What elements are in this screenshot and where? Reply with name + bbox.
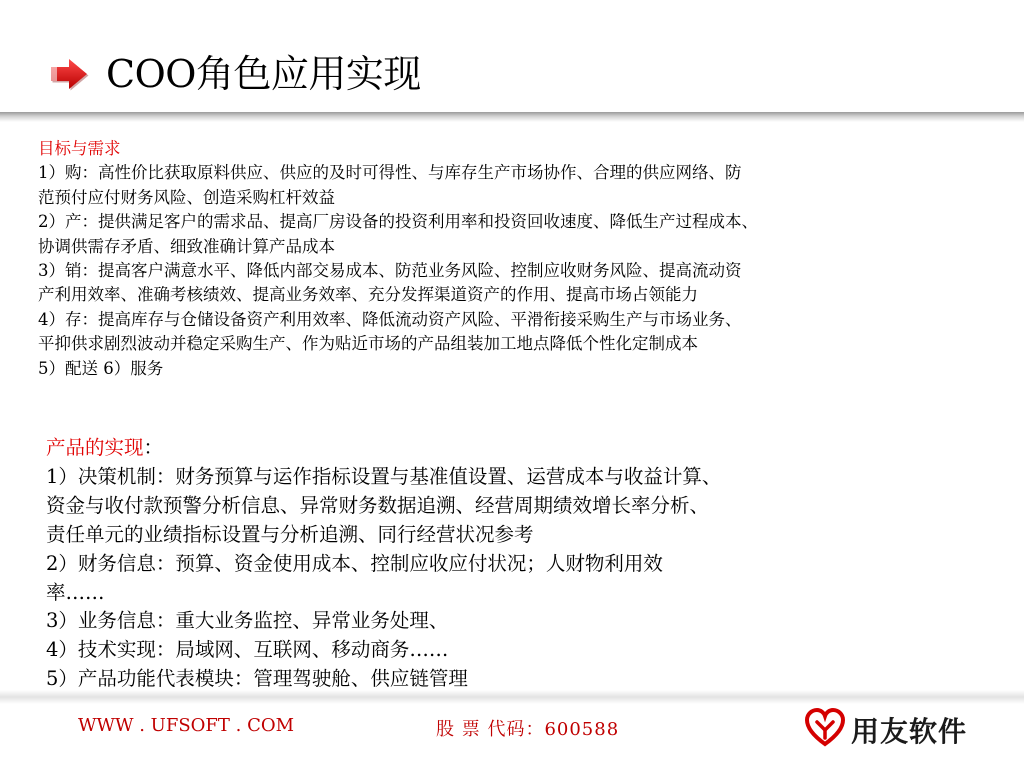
product-section (46, 434, 1016, 694)
ufida-heart-logo-icon (805, 708, 845, 748)
product-line: 责任单元的业绩指标设置与分析追溯、同行经营状况参考 (46, 522, 534, 546)
goals-line: 4）存：提高库存与仓储设备资产利用效率、降低流动资产风险、平滑衔接采购生产与市场业务、 (38, 309, 742, 329)
page-title: COO角色应用实现 (106, 52, 421, 96)
goals-line: 2）产：提供满足客户的需求品、提高厂房设备的投资利用率和投资回收速度、降低生产过程成本、 (38, 212, 758, 232)
goals-line: 平抑供求剧烈波动并稳定采购生产、作为贴近市场的产品组装加工地点降低个性化定制成本 (38, 334, 698, 354)
product-heading-colon: ： (143, 436, 164, 459)
goals-line: 1）购：高性价比获取原料供应、供应的及时可得性、与库存生产市场协作、合理的供应网络、防 (38, 163, 742, 183)
stock-code: 股 票 代码：600588 (436, 719, 620, 740)
product-line: 2）财务信息：预算、资金使用成本、控制应收应付状况；人财物利用效 (46, 551, 663, 575)
logo-text: 用友软件 (851, 715, 968, 748)
product-heading-line (46, 434, 1016, 463)
red-arrow-icon (49, 57, 89, 91)
product-line: 1）决策机制：财务预算与运作指标设置与基准值设置、运营成本与收益计算、 (46, 464, 722, 488)
company-logo (805, 708, 995, 752)
goals-section (38, 137, 1024, 381)
goals-line: 5）配送 6）服务 (38, 358, 164, 378)
goals-line: 协调供需存矛盾、细致准确计算产品成本 (38, 236, 335, 256)
product-line: 资金与收付款预警分析信息、异常财务数据追溯、经营周期绩效增长率分析、 (46, 493, 710, 517)
footer-divider (0, 690, 1024, 704)
product-heading: 产品的实现 (46, 436, 144, 459)
goals-line: 3）销：提高客户满意水平、降低内部交易成本、防范业务风险、控制应收财务风险、提高流动资 (38, 261, 742, 281)
product-line: 3）业务信息：重大业务监控、异常业务处理、 (46, 609, 449, 633)
product-line: 5）产品功能代表模块：管理驾驶舱、供应链管理 (46, 667, 468, 691)
website-link[interactable]: WWW . UFSOFT . COM (78, 715, 295, 736)
title-area (0, 0, 1024, 112)
title-divider (0, 112, 1024, 122)
goals-line: 产利用效率、准确考核绩效、提高业务效率、充分发挥渠道资产的作用、提高市场占领能力 (38, 285, 698, 305)
goals-heading: 目标与需求 (38, 139, 121, 158)
product-line: 4）技术实现：局域网、互联网、移动商务…… (46, 638, 449, 662)
product-line: 率…… (46, 580, 105, 604)
goals-line: 范预付应付财务风险、创造采购杠杆效益 (38, 187, 335, 207)
